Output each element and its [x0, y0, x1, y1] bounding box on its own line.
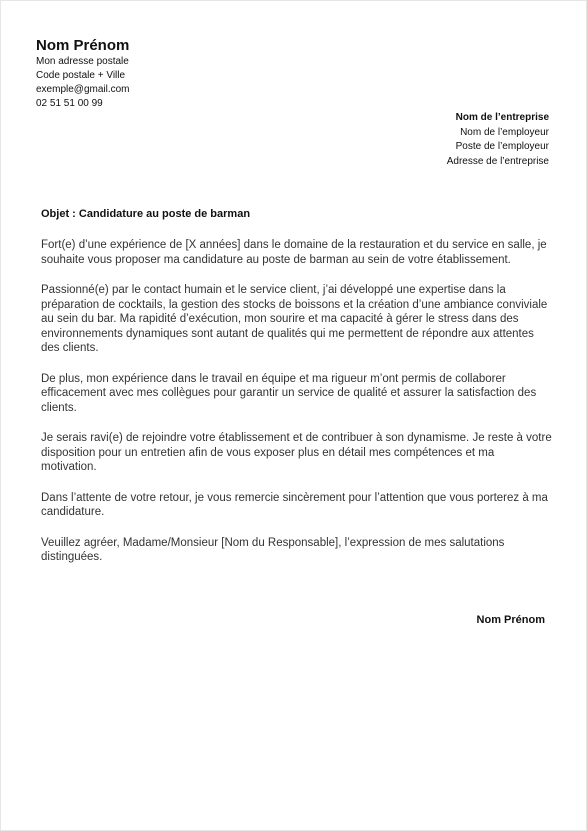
sender-name: Nom Prénom: [36, 37, 130, 54]
letter-body: [41, 238, 553, 581]
recipient-company: Nom de l’entreprise: [455, 112, 549, 123]
body-paragraph: Passionné(e) par le contact humain et le service client, j’ai développé une expertise dans la préparation de cocktails, la gestion des stocks de boissons et la création d’une ambiance conviviale au sein du bar. Ma rapidité d’exécution, mon sourire et ma capacité à gérer le stress dans des environnements dynamiques sont autant de qualités qui me permettent de répondre aux attentes des clients.: [41, 284, 548, 354]
recipient-employer-name: Nom de l’employeur: [460, 126, 549, 138]
signature-name: Nom Prénom: [476, 614, 545, 626]
recipient-company-address: Adresse de l’entreprise: [446, 155, 549, 167]
sender-block: [36, 37, 296, 111]
body-paragraph: Dans l’attente de votre retour, je vous remercie sincèrement pour l’attention que vous porterez à ma candidature.: [41, 491, 548, 518]
recipient-block: [289, 111, 549, 169]
sender-city: Code postale + Ville: [36, 70, 126, 81]
body-paragraph: De plus, mon expérience dans le travail en équipe et ma rigueur m’ont permis de collaborer efficacement avec mes collègues pour garantir un service de qualité et assurer la satisfaction des clients.: [41, 372, 537, 414]
body-paragraph: Fort(e) d’une expérience de [X années] dans le domaine de la restauration et du service en salle, je souhaite vous proposer ma candidature au poste de barman au sein de votre établissement.: [41, 239, 547, 266]
recipient-employer-position: Poste de l’employeur: [455, 141, 549, 152]
sender-phone: 02 51 51 00 99: [36, 98, 103, 109]
sender-email: exemple@gmail.com: [36, 84, 130, 95]
letter-subject: Objet : Candidature au poste de barman: [41, 208, 251, 220]
closing-paragraph: Veuillez agréer, Madame/Monsieur [Nom du Responsable], l’expression de mes salutations distinguées.: [41, 536, 505, 563]
sender-address: Mon adresse postale: [36, 56, 129, 67]
body-paragraph: Je serais ravi(e) de rejoindre votre établissement et de contribuer à son dynamisme. Je reste à votre disposition pour un entretien afin de vous exposer plus en détail mes compétences et ma motivation.: [41, 432, 552, 473]
